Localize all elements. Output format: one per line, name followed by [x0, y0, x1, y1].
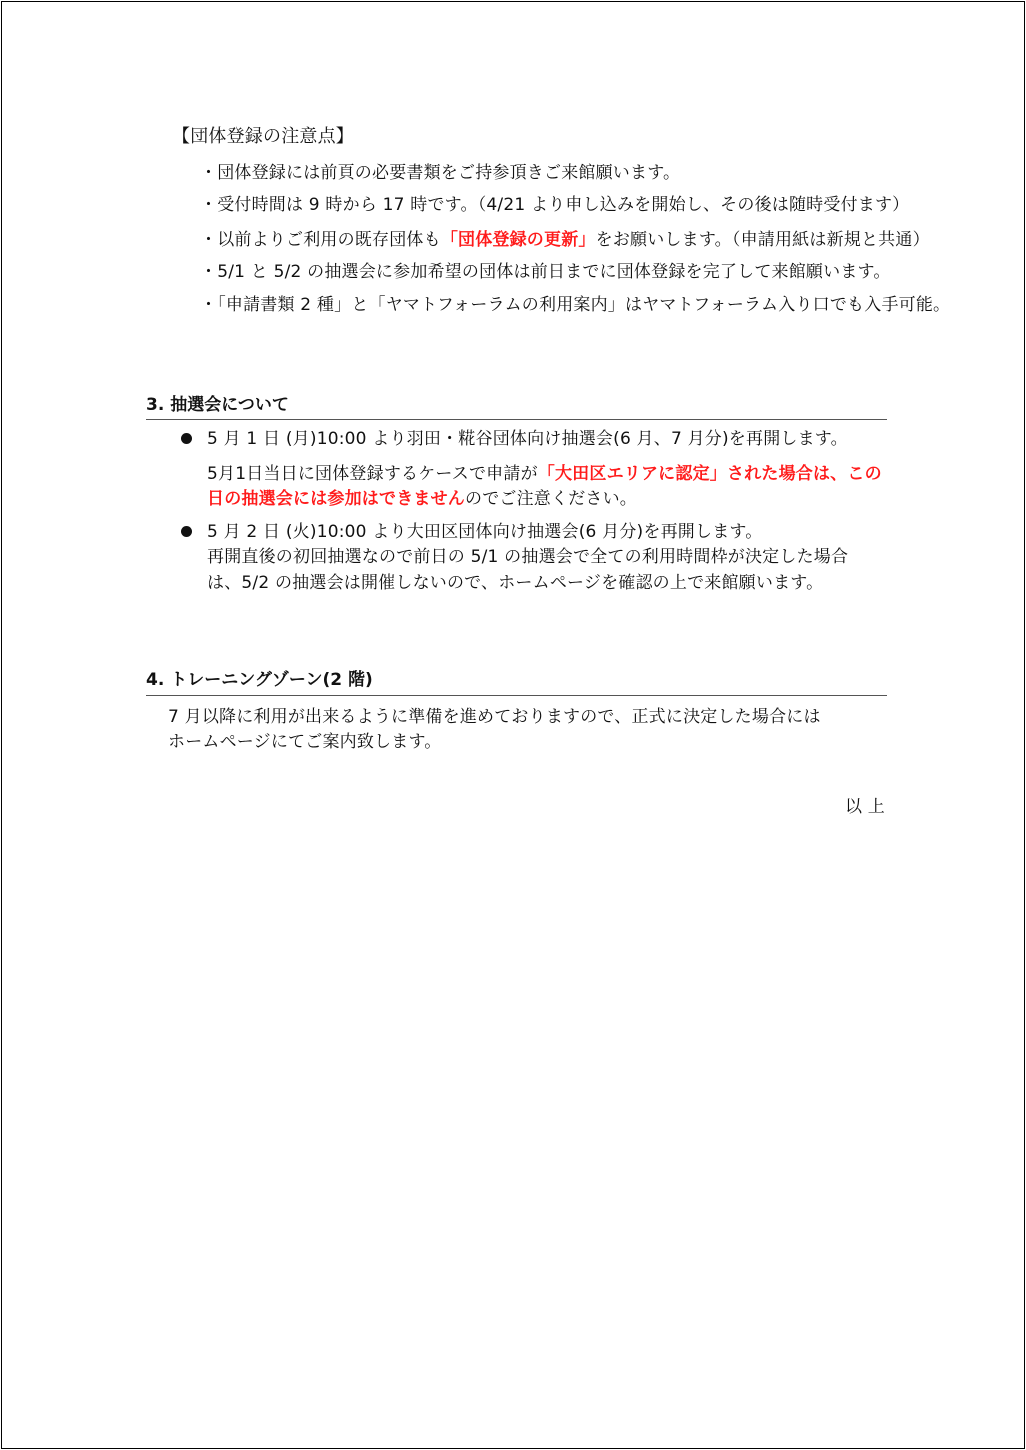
notes-item-2: ・受付時間は 9 時から 17 時です。（4/21 より申し込みを開始し、その後は随時受付ます） [200, 195, 910, 215]
notes-item-3-after: をお願いします。（申請用紙は新規と共通） [595, 230, 930, 250]
notes-item-4: ・5/1 と 5/2 の抽選会に参加希望の団体は前日までに団体登録を完了して来館願います。 [200, 262, 891, 282]
bullet1-note-highlight-2: 日の抽選会には参加はできません [207, 489, 465, 509]
notes-title: 【団体登録の注意点】 [172, 126, 354, 147]
section4-line1: 7 月以降に利用が出来るように準備を進めておりますので、正式に決定した場合には [168, 707, 821, 727]
bullet1-note-after: のでご注意ください。 [465, 489, 637, 509]
bullet1-note-before: 5月1日当日に団体登録するケースで申請が [207, 464, 538, 484]
section4-heading: 4. トレーニングゾーン(2 階) [146, 670, 373, 690]
section3-bullet1-note-line2 [207, 488, 637, 510]
bullet1-note-highlight-1: 「大田区エリアに認定」された場合は、この [537, 464, 882, 484]
section3-bullet1-note-line1 [207, 463, 882, 485]
bullet-dot-1 [181, 433, 192, 444]
section3-bullet2-line2: 再開直後の初回抽選なので前日の 5/1 の抽選会で全ての利用時間枠が決定した場合 [207, 547, 849, 567]
section3-rule [146, 419, 887, 420]
section3-heading: 3. 抽選会について [146, 395, 289, 415]
notes-item-3-highlight: 「団体登録の更新」 [440, 230, 596, 250]
notes-item-3-before: ・以前よりご利用の既存団体も [200, 230, 441, 250]
bullet-dot-2 [181, 526, 192, 537]
section4-line2: ホームページにてご案内致します。 [168, 732, 442, 752]
section4-rule [146, 695, 887, 696]
notes-item-1: ・団体登録には前頁の必要書類をご持参頂きご来館願います。 [200, 163, 681, 183]
notes-item-5: ・「申請書類 2 種」と「ヤマトフォーラムの利用案内」はヤマトフォーラム入り口でも入手可能。 [200, 295, 951, 315]
notes-item-3 [200, 229, 930, 251]
closing-text: 以 上 [845, 797, 886, 817]
section3-bullet1-text: 5 月 1 日 (月)10:00 より羽田・糀谷団体向け抽選会(6 月、7 月分)を再開します。 [207, 429, 848, 449]
section3-bullet2-text: 5 月 2 日 (火)10:00 より大田区団体向け抽選会(6 月分)を再開します。 [207, 522, 763, 542]
section3-bullet2-line3: は、5/2 の抽選会は開催しないので、ホームページを確認の上で来館願います。 [207, 573, 824, 593]
